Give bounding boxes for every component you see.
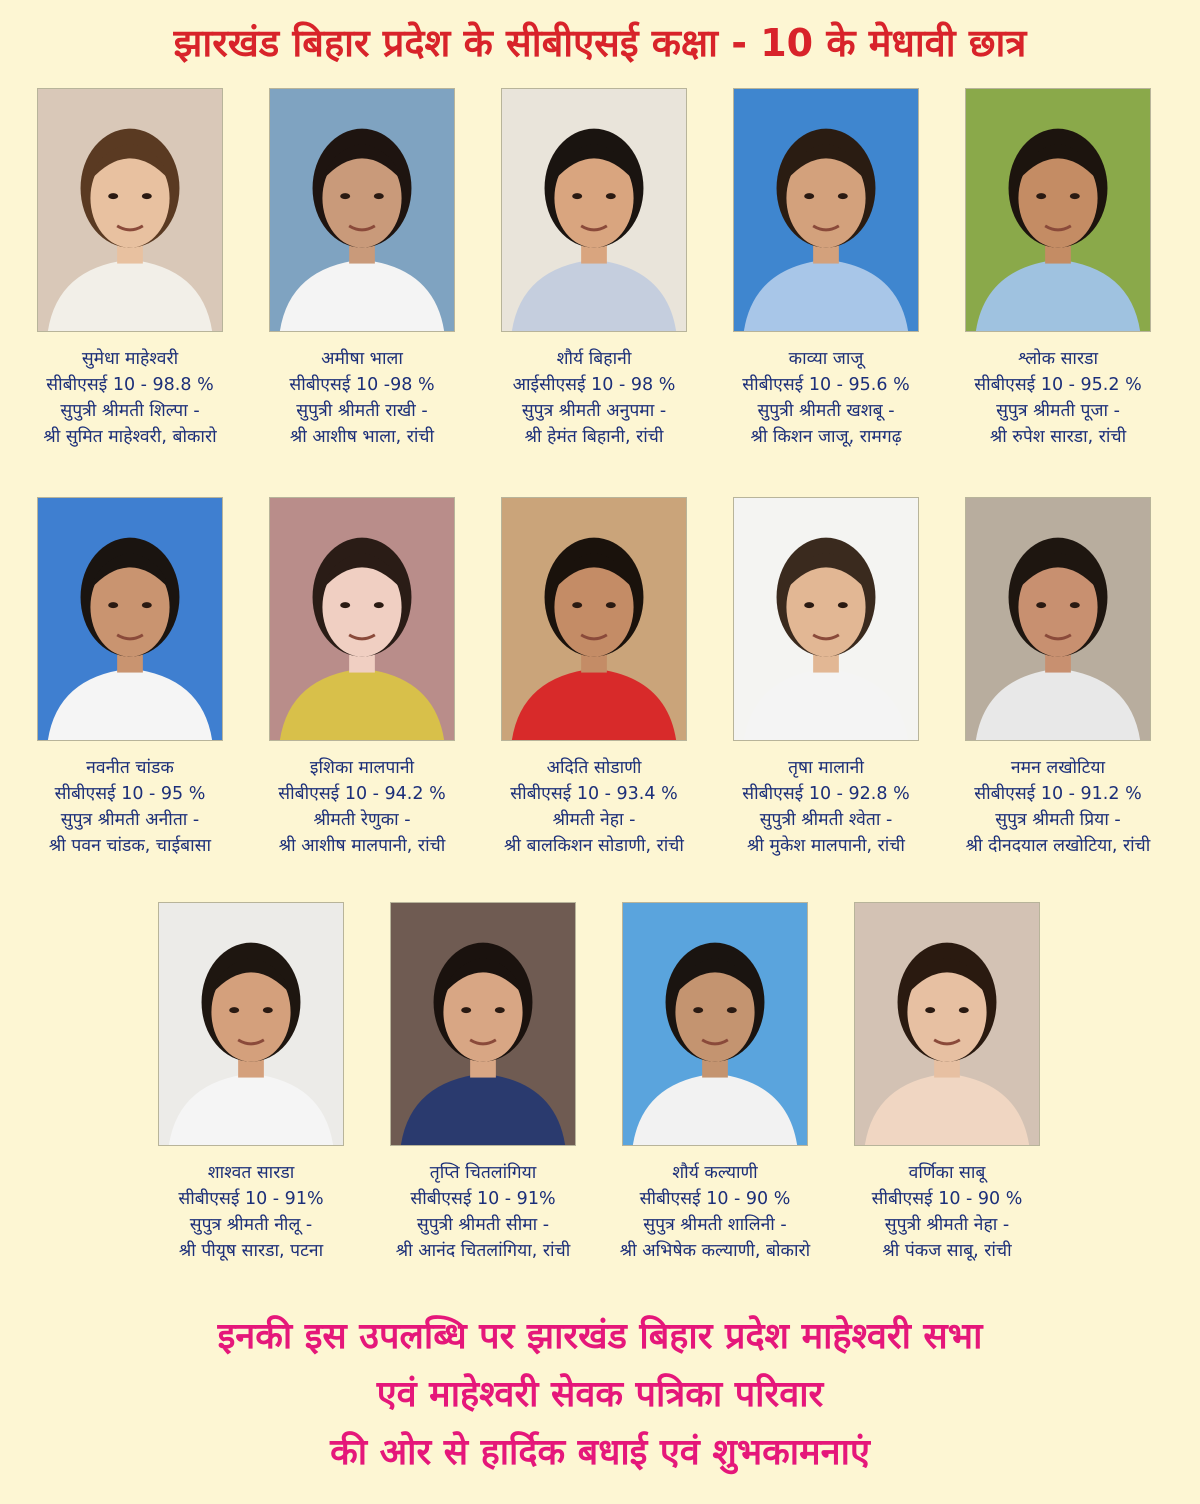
student-name: अमीषा भाला <box>321 349 403 369</box>
student-result: सीबीएसई 10 - 95.2 % <box>974 375 1142 395</box>
parent-father-city: श्री सुमित माहेश्वरी, बोकारो <box>43 427 217 447</box>
student-name: नवनीत चांडक <box>86 758 174 778</box>
student-info <box>478 755 710 859</box>
student-name: वर्णिका साबू <box>908 1163 986 1183</box>
parent-mother: सुपुत्री श्रीमती खशबू - <box>757 401 895 421</box>
student-info <box>710 346 942 450</box>
student-card <box>599 902 831 1264</box>
student-name: इशिका मालपानी <box>309 758 415 778</box>
student-photo <box>965 497 1151 741</box>
student-result: सीबीएसई 10 -98 % <box>289 375 435 395</box>
parent-mother: सुपुत्र श्रीमती नीलू - <box>189 1215 313 1235</box>
parent-mother: श्रीमती नेहा - <box>552 810 636 830</box>
student-info <box>942 755 1174 859</box>
student-result: सीबीएसई 10 - 90 % <box>639 1189 791 1209</box>
student-info <box>246 346 478 450</box>
parent-mother: सुपुत्री श्रीमती राखी - <box>296 401 428 421</box>
parent-father-city: श्री आनंद चितलांगिया, रांची <box>395 1241 571 1261</box>
student-card <box>246 88 478 450</box>
parent-father-city: श्री दीनदयाल लखोटिया, रांची <box>965 836 1151 856</box>
parent-mother: सुपुत्र श्रीमती शालिनी - <box>643 1215 787 1235</box>
parent-mother: सुपुत्री श्रीमती सीमा - <box>416 1215 550 1235</box>
student-photo <box>269 88 455 332</box>
parent-mother: सुपुत्र श्रीमती पूजा - <box>996 401 1120 421</box>
student-name: सुमेधा माहेश्वरी <box>81 349 179 369</box>
student-result: सीबीएसई 10 - 95.6 % <box>742 375 910 395</box>
student-name: अदिति सोडाणी <box>546 758 642 778</box>
student-result: सीबीएसई 10 - 93.4 % <box>510 784 678 804</box>
student-name: श्लोक सारडा <box>1017 349 1099 369</box>
congratulations-message <box>0 1308 1200 1482</box>
student-result: सीबीएसई 10 - 95 % <box>54 784 206 804</box>
student-name: नमन लखोटिया <box>1010 758 1106 778</box>
student-photo <box>37 88 223 332</box>
parent-mother: सुपुत्र श्रीमती प्रिया - <box>995 810 1121 830</box>
student-card <box>710 88 942 450</box>
parent-mother: सुपुत्र श्रीमती अनुपमा - <box>521 401 667 421</box>
student-card <box>942 497 1174 859</box>
student-info <box>367 1160 599 1264</box>
parent-father-city: श्री आशीष मालपानी, रांची <box>278 836 446 856</box>
congratulations-line-1: इनकी इस उपलब्धि पर झारखंड बिहार प्रदेश माहेश्वरी सभा <box>217 1316 983 1357</box>
student-result: सीबीएसई 10 - 98.8 % <box>46 375 214 395</box>
student-card <box>478 497 710 859</box>
student-photo <box>158 902 344 1146</box>
student-card <box>14 88 246 450</box>
student-name: शौर्य कल्याणी <box>672 1163 758 1183</box>
student-photo <box>733 497 919 741</box>
student-info <box>831 1160 1063 1264</box>
congratulations-line-3: की ओर से हार्दिक बधाई एवं शुभकामनाएं <box>330 1432 870 1473</box>
student-card <box>710 497 942 859</box>
student-result: सीबीएसई 10 - 91% <box>178 1189 324 1209</box>
student-card <box>135 902 367 1264</box>
student-card <box>942 88 1174 450</box>
student-info <box>246 755 478 859</box>
student-info <box>14 346 246 450</box>
student-photo <box>269 497 455 741</box>
parent-mother: सुपुत्री श्रीमती श्वेता - <box>759 810 893 830</box>
student-name: शौर्य बिहानी <box>556 349 632 369</box>
student-info <box>942 346 1174 450</box>
student-info <box>599 1160 831 1264</box>
student-photo <box>37 497 223 741</box>
parent-father-city: श्री मुकेश मालपानी, रांची <box>747 836 905 856</box>
parent-mother: श्रीमती रेणुका - <box>313 810 411 830</box>
student-result: सीबीएसई 10 - 92.8 % <box>742 784 910 804</box>
parent-father-city: श्री पवन चांडक, चाईबासा <box>48 836 212 856</box>
parent-mother: सुपुत्री श्रीमती शिल्पा - <box>60 401 200 421</box>
student-photo <box>965 88 1151 332</box>
student-photo <box>501 497 687 741</box>
student-card <box>831 902 1063 1264</box>
student-name: काव्या जाजू <box>788 349 864 369</box>
parent-father-city: श्री बालकिशन सोडाणी, रांची <box>504 836 684 856</box>
student-photo <box>390 902 576 1146</box>
page-title: झारखंड बिहार प्रदेश के सीबीएसई कक्षा - 10 के मेधावी छात्र <box>173 21 1027 65</box>
student-photo <box>501 88 687 332</box>
student-photo <box>733 88 919 332</box>
student-result: सीबीएसई 10 - 91% <box>410 1189 556 1209</box>
parent-mother: सुपुत्र श्रीमती अनीता - <box>60 810 200 830</box>
parent-mother: सुपुत्री श्रीमती नेहा - <box>884 1215 1010 1235</box>
parent-father-city: श्री रुपेश सारडा, रांची <box>989 427 1127 447</box>
student-card <box>367 902 599 1264</box>
student-info <box>14 755 246 859</box>
student-name: शाश्वत सारडा <box>207 1163 295 1183</box>
congratulations-line-2: एवं माहेश्वरी सेवक पत्रिका परिवार <box>376 1374 824 1415</box>
parent-father-city: श्री पीयूष सारडा, पटना <box>178 1241 324 1261</box>
parent-father-city: श्री आशीष भाला, रांची <box>289 427 435 447</box>
student-name: तृप्ति चितलांगिया <box>429 1163 537 1183</box>
student-result: आईसीएसई 10 - 98 % <box>512 375 676 395</box>
parent-father-city: श्री पंकज साबू, रांची <box>882 1241 1012 1261</box>
student-name: तृषा मालानी <box>788 758 864 778</box>
student-result: सीबीएसई 10 - 91.2 % <box>974 784 1142 804</box>
student-photo <box>622 902 808 1146</box>
student-info <box>478 346 710 450</box>
student-info <box>135 1160 367 1264</box>
student-result: सीबीएसई 10 - 94.2 % <box>278 784 446 804</box>
parent-father-city: श्री किशन जाजू, रामगढ़ <box>750 427 902 447</box>
student-result: सीबीएसई 10 - 90 % <box>871 1189 1023 1209</box>
student-photo <box>854 902 1040 1146</box>
student-card <box>478 88 710 450</box>
student-card <box>246 497 478 859</box>
parent-father-city: श्री अभिषेक कल्याणी, बोकारो <box>619 1241 811 1261</box>
student-card <box>14 497 246 859</box>
student-info <box>710 755 942 859</box>
parent-father-city: श्री हेमंत बिहानी, रांची <box>524 427 664 447</box>
